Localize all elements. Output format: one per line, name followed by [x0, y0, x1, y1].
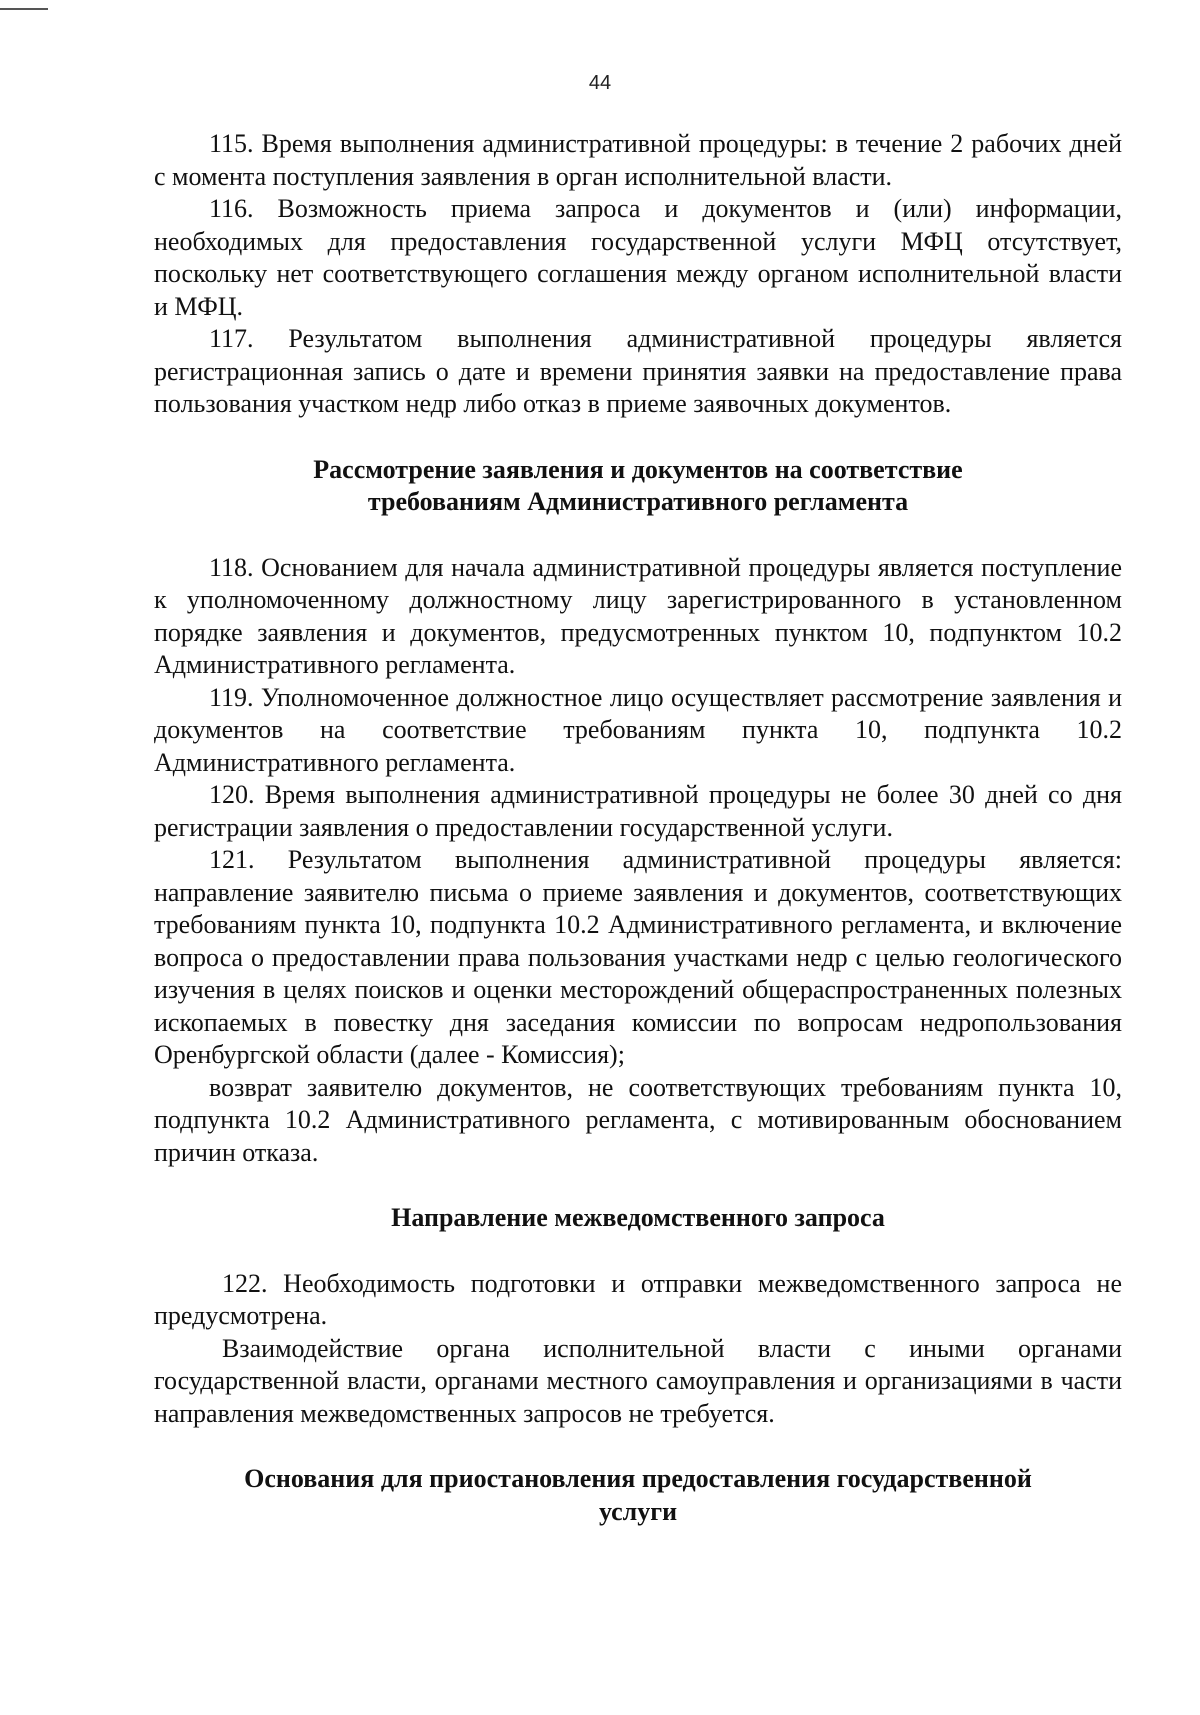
heading-line: услуги [598, 1496, 678, 1526]
heading-line: Рассмотрение заявления и документов на соответствие [313, 454, 963, 484]
section-heading-interagency-request [154, 1202, 1122, 1235]
paragraph-122: 122. Необходимость подготовки и отправки межведомственного запроса не предусмотрена. [154, 1268, 1122, 1330]
paragraph-120: 120. Время выполнения административной процедуры не более 30 дней со дня регистрации заявления о предоставлении государственной услуги. [154, 780, 1122, 842]
paragraph-119: 119. Уполномоченное должностное лицо осуществляет рассмотрение заявления и документов на соответствие требованиям пункта 10, подпункта 10.2 Административного регламента. [154, 682, 1122, 777]
document-body [154, 128, 1122, 1528]
paragraph-115: 115. Время выполнения административной процедуры: в течение 2 рабочих дней с момента поступления заявления в орган исполнительной власти. [154, 129, 1122, 191]
heading-line: требованиям Административного регламента [367, 487, 909, 516]
paragraph-121-return: возврат заявителю документов, не соответствующих требованиям пункта 10, подпункта 10.2 Административного регламента, с мотивированным обоснованием причин отказа. [154, 1072, 1122, 1167]
paragraph-122-interaction: Взаимодействие органа исполнительной власти с иными органами государственной власти, органами местного самоуправления и организациями в части направления межведомственных запросов не требуется. [154, 1333, 1122, 1428]
section-heading-review [154, 454, 1122, 519]
heading-line: Направление межведомственного запроса [391, 1203, 885, 1232]
section-heading-suspension-grounds [154, 1463, 1122, 1528]
scan-edge-mark [0, 8, 48, 10]
heading-line: Основания для приостановления предоставления государственной [244, 1464, 1032, 1493]
paragraph-118: 118. Основанием для начала административной процедуры является поступление к уполномоченному должностному лицу зарегистрированного в установленном порядке заявления и документов, предусмотренных пунктом 10, подпунктом 10.2 Административного регламента. [154, 552, 1122, 679]
page-number: 44 [588, 72, 612, 94]
paragraph-116: 116. Возможность приема запроса и документов и (или) информации, необходимых для предоставления государственной услуги МФЦ отсутствует, поскольку нет соответствующего соглашения между органом исполнительной власти и МФЦ. [154, 194, 1122, 321]
paragraph-121: 121. Результатом выполнения административной процедуры является: направление заявителю письма о приеме заявления и документов, соответствующих требованиям пункта 10, подпункта 10.2 Административного регламента, и включение вопроса о предоставлении права пользования участками недр с целью геологического изучения в целях поисков и оценки месторождений общераспространенных полезных ископаемых в повестку дня заседания комиссии по вопросам недропользования Оренбургской области (далее - Комиссия); [154, 845, 1122, 1069]
paragraph-117: 117. Результатом выполнения административной процедуры является регистрационная запись о дате и времени принятия заявки на предоставление права пользования участком недр либо отказ в приеме заявочных документов. [154, 324, 1122, 418]
